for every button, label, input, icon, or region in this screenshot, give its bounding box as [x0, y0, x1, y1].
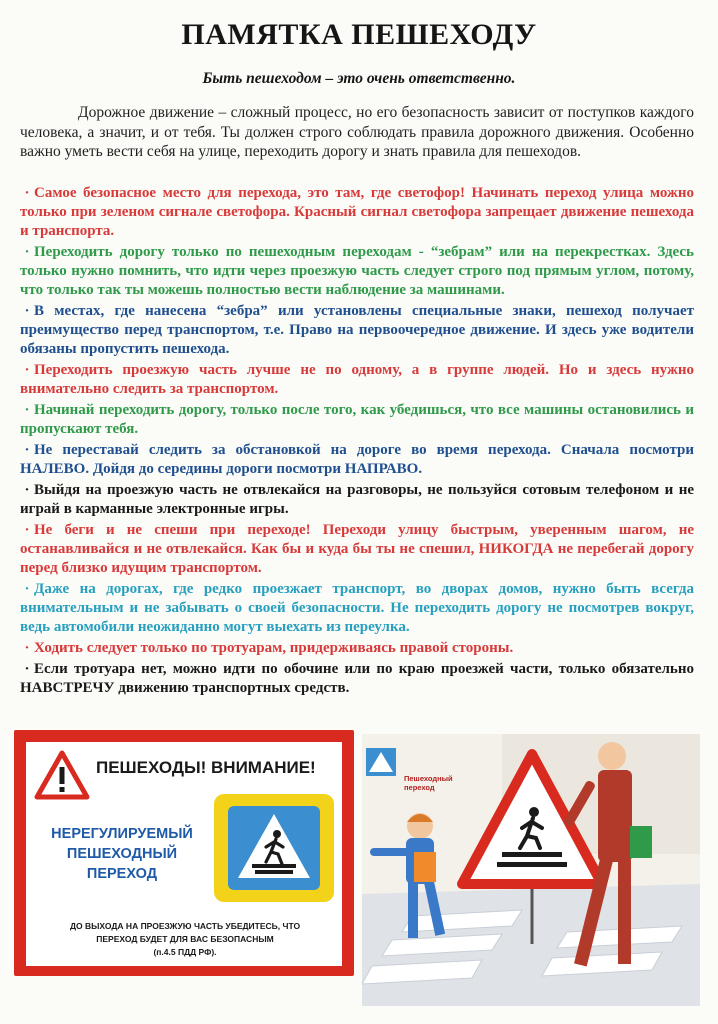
bullet-icon: ·: [24, 640, 30, 656]
rule-item: [20, 639, 694, 658]
illustration-sign-label: [404, 774, 474, 792]
rule-item: [20, 481, 694, 519]
rule-item: [20, 580, 694, 637]
poster-header: ПЕШЕХОДЫ! ВНИМАНИЕ!: [96, 758, 316, 777]
rule-text: Переходить дорогу только по пешеходным переходам - “зебрам” или на перекрестках. Здесь только нужно помнить, что идти через проезжую часть следует строго под прямым углом, потому, что только так ты можешь полностью вести наблюдение за машинами.: [20, 244, 694, 298]
rule-item: [20, 184, 694, 241]
rule-text: Выйдя на проезжую часть не отвлекайся на разговоры, не пользуйся сотовым телефоном и не играй в карманные электронные игры.: [20, 482, 694, 517]
bullet-icon: ·: [24, 522, 30, 538]
bullet-icon: ·: [24, 362, 30, 378]
rule-item: [20, 401, 694, 439]
rule-item: [20, 660, 694, 698]
pedestrian-line: ПЕШЕХОДНЫЙ: [66, 846, 178, 862]
rules-list: [20, 184, 694, 700]
rule-item: [20, 441, 694, 479]
rule-text: Даже на дорогах, где редко проезжает транспорт, во дворах домов, нужно быть всегда внимательным и не забывать о своей безопасности. Не переходить дорогу не посмотрев вокруг, ведь автомобили неожиданно могут выехать из переулка.: [20, 581, 694, 635]
unregulated-line: НЕРЕГУЛИРУЕМЫЙ: [51, 826, 193, 842]
warning-poster: [14, 730, 354, 976]
crossing-illustration: [362, 734, 700, 1006]
illustration-label-line-1: Пешеходный: [404, 774, 453, 783]
bullet-icon: ·: [24, 303, 30, 319]
bullet-icon: ·: [24, 185, 30, 201]
intro-paragraph: [20, 103, 694, 162]
rule-text: В местах, где нанесена “зебра” или установлены специальные знаки, пешеход получает преимущество перед транспортом, т.е. Право на первоочередное движение. И здесь уже водители обязаны пропустить пешехода.: [20, 303, 694, 357]
notice-line-2: ПЕРЕХОД БУДЕТ ДЛЯ ВАС БЕЗОПАСНЫМ: [96, 934, 274, 944]
bullet-icon: ·: [24, 402, 30, 418]
rule-text: Если тротуара нет, можно идти по обочине или по краю проезжей части, только обязательно НАВСТРЕЧУ движению транспортных средств.: [20, 661, 694, 696]
rule-text: Ходить следует только по тротуарам, придерживаясь правой стороны.: [34, 640, 514, 656]
bullet-icon: ·: [24, 442, 30, 458]
notice-line-1: ДО ВЫХОДА НА ПРОЕЗЖУЮ ЧАСТЬ УБЕДИТЕСЬ, ЧТО: [69, 921, 301, 931]
crossing-line: ПЕРЕХОД: [86, 866, 158, 882]
bullet-icon: ·: [24, 244, 30, 260]
page-subtitle: Быть пешеходом – это очень ответственно.: [202, 70, 516, 87]
rule-text: Не переставай следить за обстановкой на дороге во время перехода. Сначала посмотри НАЛЕВО. Дойдя до середины дороги посмотри НАПРАВО.: [20, 442, 694, 477]
bullet-icon: ·: [24, 482, 30, 498]
illustration-label-line-2: переход: [404, 783, 435, 792]
bullet-icon: ·: [24, 661, 30, 677]
rule-item: [20, 361, 694, 399]
rule-text: Не беги и не спеши при переходе! Переходи улицу быстрым, уверенным шагом, не останавливайся и не отвлекайся. Как бы и куда бы ты не спешил, НИКОГДА не перебегай дорогу перед близко идущим транспортом.: [20, 522, 694, 576]
rule-item: [20, 521, 694, 578]
warning-triangle-icon: [34, 750, 90, 800]
page-title: ПАМЯТКА ПЕШЕХОДУ: [181, 18, 537, 51]
intro-text: Дорожное движение – сложный процесс, но его безопасность зависит от поступков каждого человека, а значит, и от тебя. Ты должен строго соблюдать правила дорожного движения. Особенно важно уметь вести себя на улице, переходить дорогу и знать правила для пешеходов.: [20, 104, 694, 160]
unregulated-crossing-text: [34, 824, 210, 884]
pedestrian-crossing-sign-icon: [214, 794, 334, 902]
bullet-icon: ·: [24, 581, 30, 597]
poster-notice: [36, 920, 334, 959]
rule-text: Начинай переходить дорогу, только после того, как убедишься, что все машины остановились и пропускают тебя.: [20, 402, 694, 437]
rule-item: [20, 302, 694, 359]
rule-text: Самое безопасное место для перехода, это там, где светофор! Начинать переход улица можно только при зеленом сигнале светофора. Красный сигнал светофора запрещает движение пешехода и транспорта.: [20, 185, 694, 239]
rule-item: [20, 243, 694, 300]
notice-line-3: (п.4.5 ПДД РФ).: [153, 947, 217, 957]
warning-poster-panel: [26, 742, 342, 966]
rule-text: Переходить проезжую часть лучше не по одному, а в группе людей. Но и здесь нужно внимательно следить за транспортом.: [20, 362, 694, 397]
